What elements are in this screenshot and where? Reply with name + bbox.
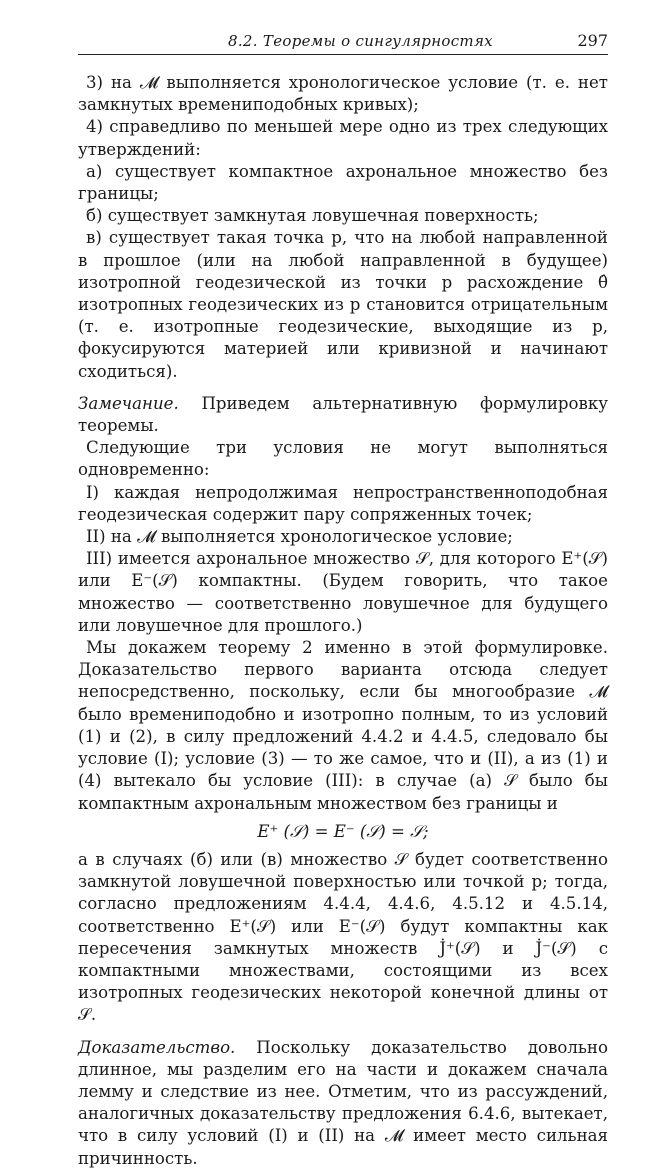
condition-4a: а) существует компактное ахрональное множество без границы; <box>78 161 608 204</box>
body-text <box>78 72 608 1170</box>
proof-paragraph <box>78 1037 608 1170</box>
three-conditions-intro: Следующие три условия не могут выполняться одновременно: <box>78 438 608 480</box>
condition-I: I) каждая непродолжимая непространственноподобная геодезическая содержит пару сопряженных точек; <box>78 482 608 524</box>
display-formula: E⁺ (𝒮) = E⁻ (𝒮) = 𝒮; <box>257 821 429 841</box>
condition-4b: б) существует замкнутая ловушечная поверхность; <box>86 206 539 226</box>
proof-label: Доказательство. <box>78 1037 236 1057</box>
condition-4: 4) справедливо по меньшей мере одно из трех следующих утверждений: <box>78 117 608 159</box>
remark-paragraph <box>78 393 608 437</box>
page-number: 297 <box>577 31 608 50</box>
condition-III: III) имеется ахрональное множество 𝒮, для которого E⁺(𝒮) или E⁻(𝒮) компактны. (Будем говорить, что такое множество — соответственно ловушечное для будущего или ловушечное для прошлого.) <box>78 549 608 635</box>
condition-3: 3) на 𝓜 выполняется хронологическое условие (т. е. нет замкнутых времениподобных кривых); <box>78 73 608 115</box>
page-header <box>78 30 608 55</box>
remark-text: Приведем альтернативную формулировку теоремы. <box>78 393 608 436</box>
condition-II: II) на 𝓜 выполняется хронологическое условие; <box>86 527 513 547</box>
running-head: 8.2. Теоремы о сингулярностях <box>228 32 493 50</box>
remark-label: Замечание. <box>78 393 179 413</box>
proof-outline-paragraph: Мы докажем теорему 2 именно в этой формулировке. Доказательство первого варианта отсюда следует непосредственно, поскольку, если бы многообразие 𝓜 было времениподобно и изотропно полным, то из условий (1) и (2), в силу предложений 4.4.2 и 4.4.5, следовало бы условие (I); условие (3) — то же самое, что и (II), а из (1) и (4) вытекало бы условие (III): в случае (а) 𝒮 было бы компактным ахрональным множеством без границы и <box>78 638 608 813</box>
proof-text: Поскольку доказательство довольно длинное, мы разделим его на части и докажем сначала лемму и следствие из нее. Отметим, что из рассуждений, аналогичных доказательству предложения 6.4.6, вытекает, что в силу условий (I) и (II) на 𝓜 имеет место сильная причинность. <box>78 1037 608 1168</box>
continuation-paragraph: а в случаях (б) или (в) множество 𝒮 будет соответственно замкнутой ловушечной поверхностью или точкой p; тогда, согласно предложениям 4.4.4, 4.4.6, 4.5.12 и 4.5.14, соответственно E⁺(𝒮) или E⁻(𝒮) будут компактны как пересечения замкнутых множеств J̇⁺(𝒮) и J̇⁻(𝒮) с компактными множествами, состоящими из всех изотропных геодезических некоторой конечной длины от 𝒮. <box>78 849 608 1025</box>
condition-4c: в) существует такая точка p, что на любой направленной в прошлое (или на любой направленной в будущее) изотропной геодезической из точки p расхождение θ̂ изотропных геодезических из p становится отрицательным (т. е. изотропные геодезические, выходящие из p, фокусируются материей или кривизной и начинают сходиться). <box>78 228 608 381</box>
